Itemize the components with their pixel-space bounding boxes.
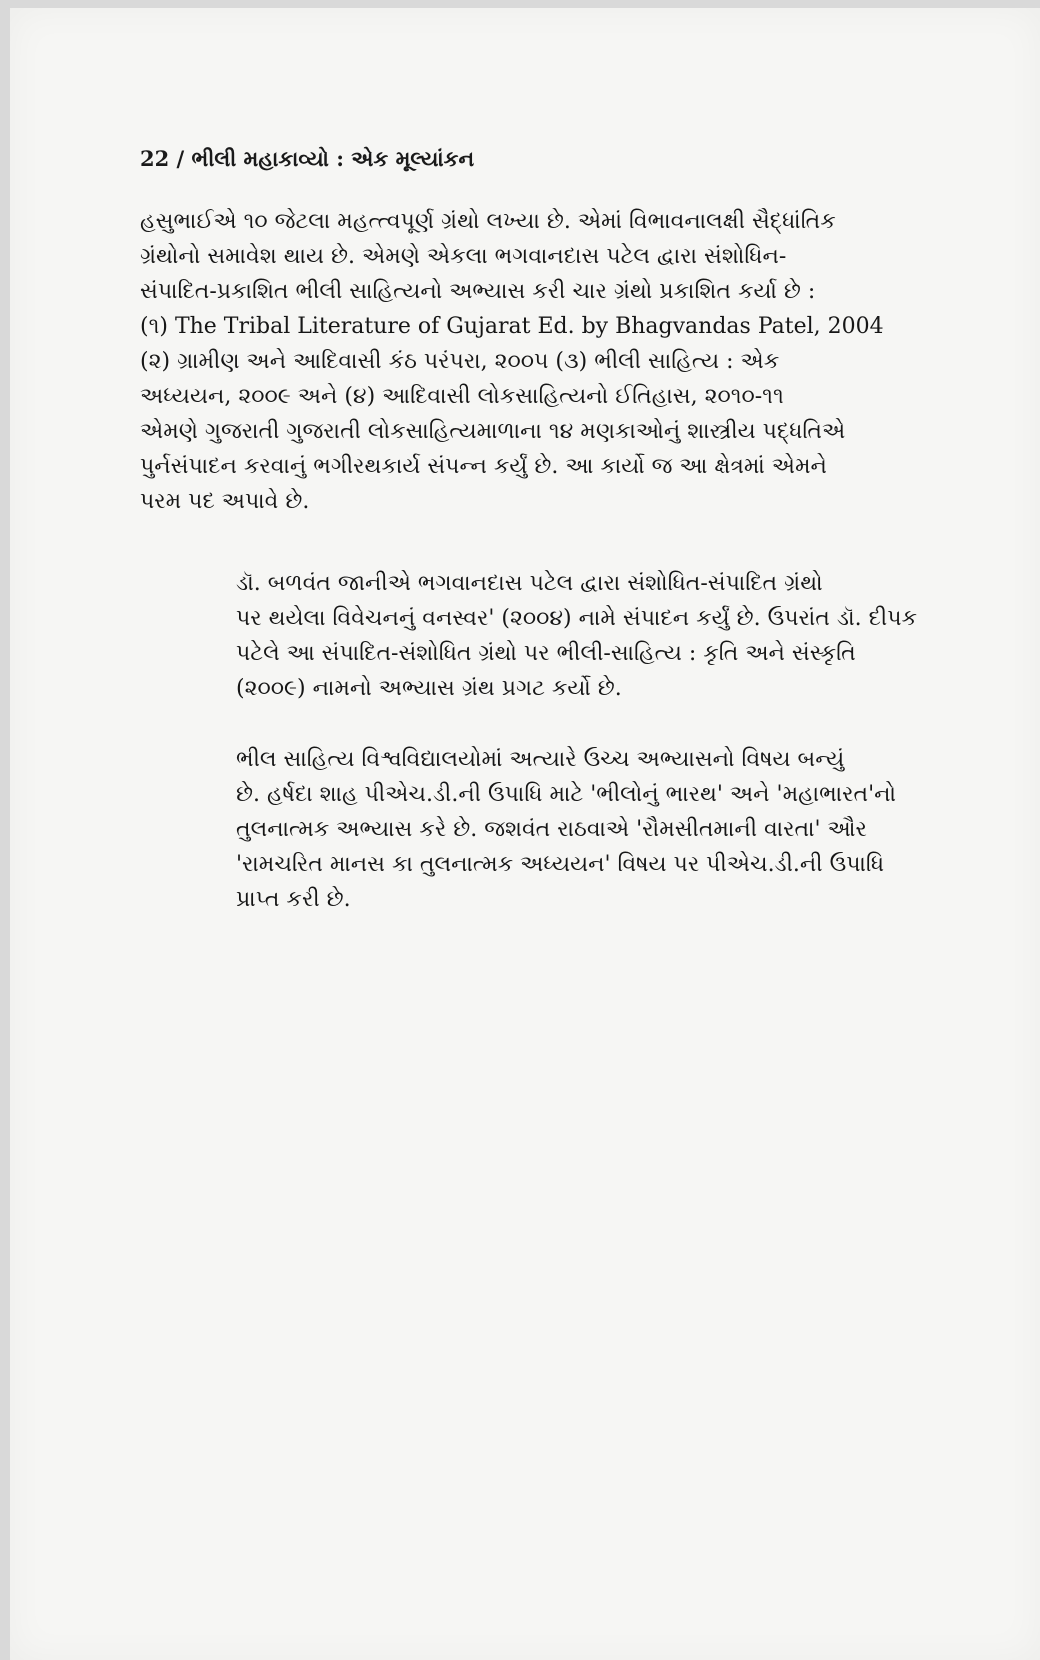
text-line: (૧) The Tribal Literature of Gujarat Ed. by Bhagvandas Patel, 2004 xyxy=(140,314,884,339)
paragraph-2 xyxy=(140,566,940,706)
text-line: પટેલે આ સંપાદિત-સંશોધિત ગ્રંથો પર ભીલી-સાહિત્ય : કૃતિ અને સંસ્કૃતિ xyxy=(236,641,856,666)
text-line: ગ્રંથોનો સમાવેશ થાય છે. એમણે એકલા ભગવાનદાસ પટેલ દ્વારા સંશોધિન- xyxy=(140,244,787,269)
text-line: છે. હર્ષદા શાહ પીએચ.ડી.ની ઉપાધિ માટે 'ભીલોનું ભારથ' અને 'મહાભારત'નો xyxy=(236,782,897,807)
paragraph-3 xyxy=(140,742,940,917)
running-head: 22 / ભીલી મહાકાવ્યો : એક મૂલ્યાંકન xyxy=(140,146,475,171)
book-page xyxy=(10,8,1040,1660)
text-line: પ્રાપ્ત કરી છે. xyxy=(236,887,351,912)
text-line: 'રામચરિત માનસ કા તુલનાત્મક અધ્યયન' વિષય પર પીએચ.ડી.ની ઉપાધિ xyxy=(236,852,885,877)
text-line: (૨) ગ્રામીણ અને આદિવાસી કંઠ પરંપરા, ૨૦૦૫ (૩) ભીલી સાહિત્ય : એક xyxy=(140,349,780,374)
text-line: સંપાદિત-પ્રકાશિત ભીલી સાહિત્યનો અભ્યાસ કરી ચાર ગ્રંથો પ્રકાશિત કર્યા છે : xyxy=(140,279,816,304)
text-line: અધ્યયન, ૨૦૦૯ અને (૪) આદિવાસી લોકસાહિત્યનો ઈતિહાસ, ૨૦૧૦-૧૧ xyxy=(140,384,784,409)
text-line: હસુભાઈએ ૧૦ જેટલા મહત્ત્વપૂર્ણ ગ્રંથો લખ્યા છે. એમાં વિભાવનાલક્ષી સૈદ્ધાંતિક xyxy=(140,209,836,234)
text-line: પર થયેલા વિવેચનનું વનસ્વર' (૨૦૦૪) નામે સંપાદન કર્યું છે. ઉપરાંત ડૉ. દીપક xyxy=(236,606,918,631)
text-line: તુલનાત્મક અભ્યાસ કરે છે. જશવંત રાઠવાએ 'રૌમસીતમાની વારતા' ઔર xyxy=(236,817,867,842)
text-line: ડૉ. બળવંત જાનીએ ભગવાનદાસ પટેલ દ્વારા સંશોધિત-સંપાદિત ગ્રંથો xyxy=(236,571,823,596)
text-line: પુર્નસંપાદન કરવાનું ભગીરથકાર્ય સંપન્ન કર્યું છે. આ કાર્યો જ આ ક્ષેત્રમાં એમને xyxy=(140,454,827,479)
text-line: એમણે ગુજરાતી ગુજરાતી લોકસાહિત્યમાળાના ૧૪ મણકાઓનું શાસ્ત્રીય પદ્ધતિએ xyxy=(140,419,846,444)
paragraph-1 xyxy=(140,204,940,519)
text-line: પરમ પદ અપાવે છે. xyxy=(140,489,310,514)
text-line: (૨૦૦૯) નામનો અભ્યાસ ગ્રંથ પ્રગટ કર્યો છે. xyxy=(236,676,622,701)
text-line: ભીલ સાહિત્ય વિશ્વવિદ્યાલયોમાં અત્યારે ઉચ્ચ અભ્યાસનો વિષય બન્યું xyxy=(236,747,845,772)
